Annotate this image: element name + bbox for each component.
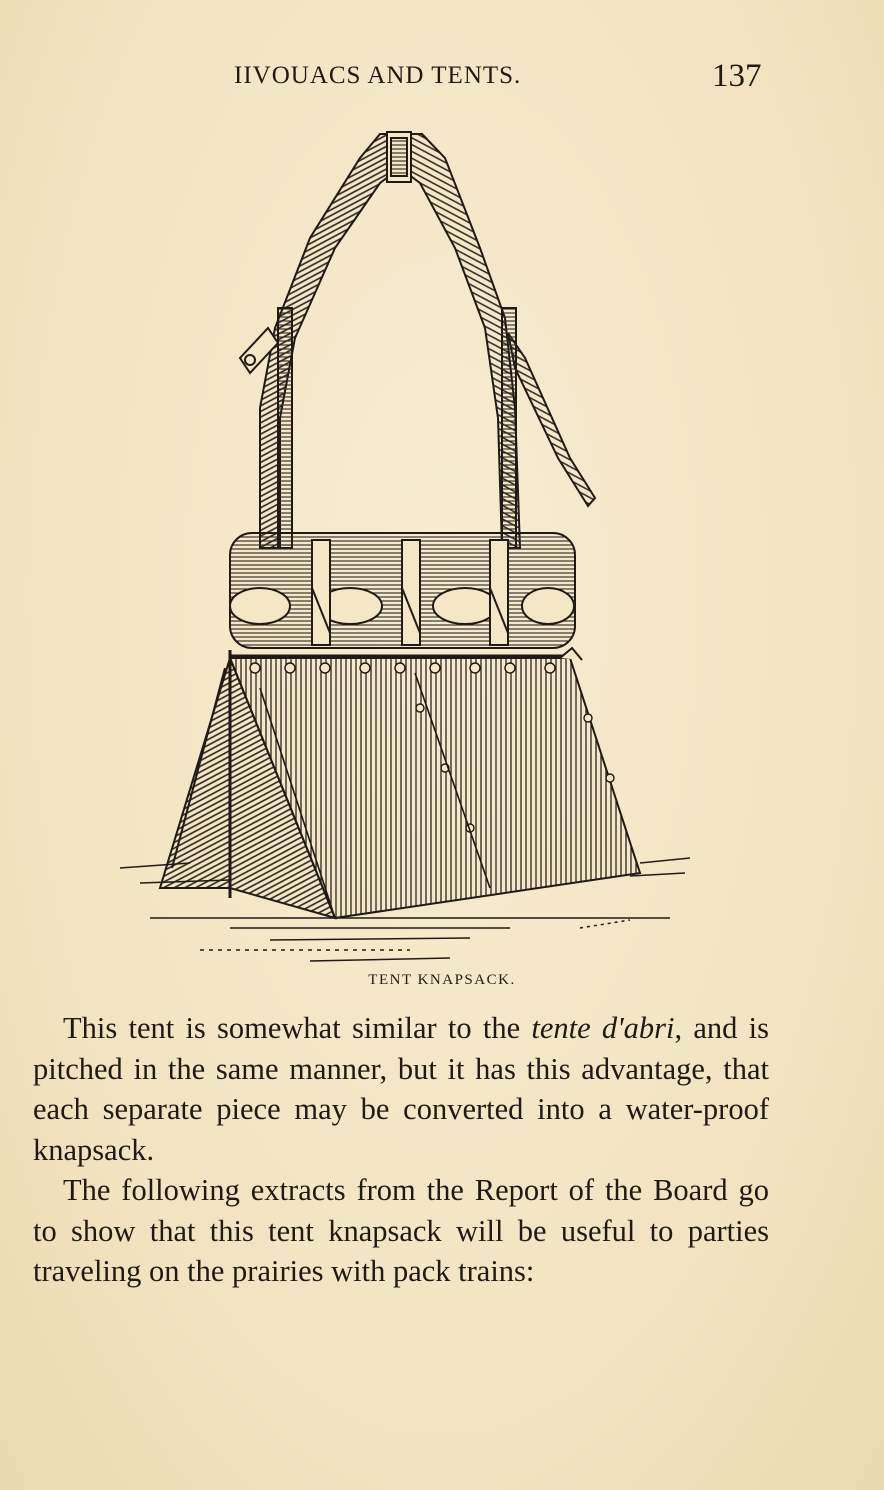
running-title: IIVOUACS AND TENTS.: [234, 62, 522, 89]
body-text: [33, 1008, 769, 1292]
paragraph-1-text: This tent is somewhat similar to the: [63, 1011, 532, 1045]
page-number: 137: [712, 58, 762, 94]
paragraph-2: The following extracts from the Report of the Board go to show that this tent knapsack will be useful to parties traveling on the prairies with pack trains:: [33, 1173, 769, 1288]
strap: [240, 132, 595, 548]
paragraph-1-continuation: , and is pitched in the same manner, but it has this advantage, that each separate piece may be converted into a water-proof knapsack.: [33, 1011, 770, 1167]
paragraph-1: [33, 1008, 769, 1170]
tent-knapsack-illustration: [110, 128, 710, 973]
pitched-tent: [160, 648, 640, 918]
figure-caption: TENT KNAPSACK.: [368, 972, 516, 988]
running-head: [0, 58, 884, 102]
rolled-knapsack: [230, 533, 575, 648]
paragraph-1-italic: tente d'abri: [531, 1011, 675, 1045]
